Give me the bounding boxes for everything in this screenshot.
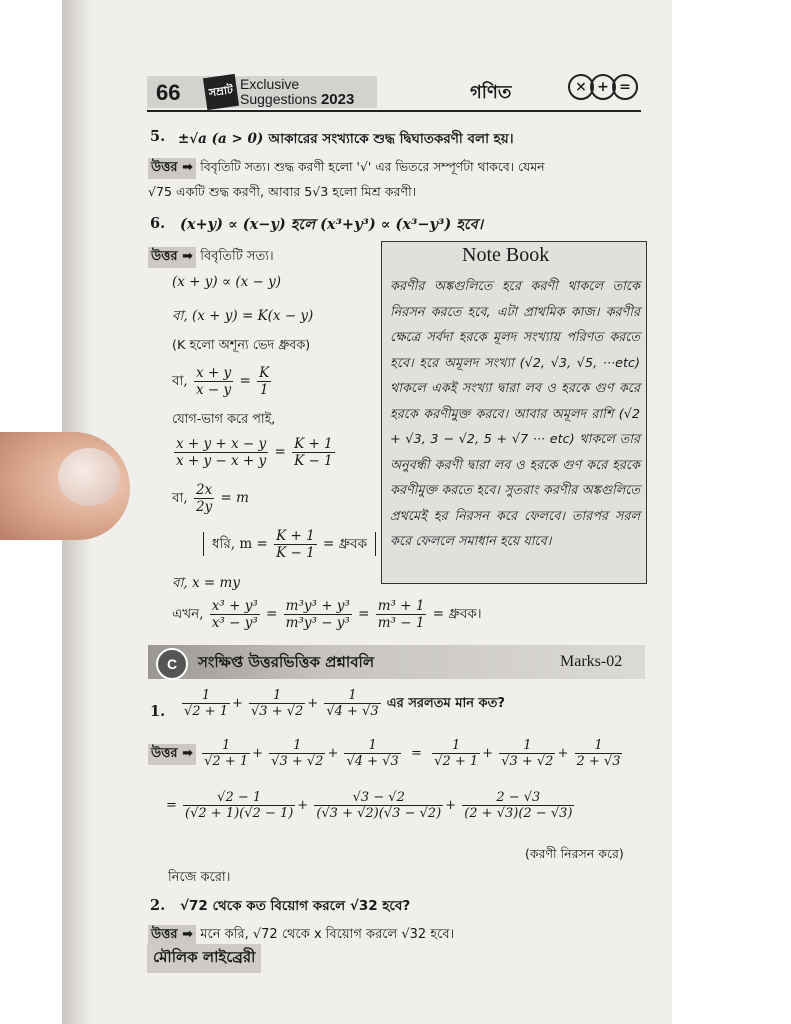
q6-answer-intro bbox=[148, 247, 274, 268]
q5-math: ±√a (a > 0) bbox=[178, 131, 264, 147]
section-title: সংক্ষিপ্ত উত্তরভিত্তিক প্রশ্নাবলি bbox=[198, 653, 375, 671]
s1-l2-frac-c bbox=[462, 790, 574, 821]
frac-den: K − 1 bbox=[294, 453, 333, 469]
frac-num: 1 bbox=[324, 688, 380, 704]
page-number: 66 bbox=[156, 80, 181, 105]
frac-num: m³y³ + y³ bbox=[285, 598, 350, 614]
s1-number: 1. bbox=[150, 703, 166, 720]
header-rule bbox=[147, 110, 641, 112]
frac-den: √2 + 1 bbox=[184, 704, 228, 719]
q6-final-prefix: এখন, bbox=[172, 606, 204, 622]
frac-den: 1 bbox=[259, 382, 269, 398]
note-book-body: করণীর অঙ্কগুলিতে হরে করণী থাকলে তাকে নিরসন করতে হবে, এটা প্রাথমিক কাজ। করণীর ক্ষেত্রে সর্বদা হরকে মূলদ সংখ্যায় পরিণত করতে হবে। হরে অমূলদ সংখ্যা (√2, √3, √5, ···etc) থাকলে একই সংখ্যা দ্বারা লব ও হরকে গুণ করে হরকে করণীমুক্ত করবে। আবার অমূলদ রাশি (√2 + √3, 3 − √2, 5 + √7 ··· etc) থাকলে তার অনুবন্ধী করণী দ্বারা লব ও হরকে গুণ করে হরকে করণীমুক্ত করতে হবে। সুতরাং করণীর অঙ্কগুলিতে প্রথমেই হর নিরসন করে ফেলবে। তারপর সরল করে ফেললে সমাধান হয়ে যাবে। bbox=[390, 279, 640, 549]
frac-den: (√3 + √2)(√3 − √2) bbox=[316, 806, 442, 821]
q5-answer-line2: √75 একটি শুদ্ধ করণী, আবার 5√3 হলো মিশ্র করণী। bbox=[148, 184, 417, 199]
q6-final-frac-3 bbox=[376, 598, 427, 631]
q6-answer-text: বিবৃতিটি সত্য। bbox=[200, 249, 274, 264]
s1-l2-frac-b bbox=[314, 790, 443, 821]
brand-line-2 bbox=[240, 92, 354, 107]
s1-a-frac-a bbox=[202, 738, 250, 769]
frac-den: √2 + 1 bbox=[434, 754, 479, 769]
q6-step4: বা, $\frac{x + y}{x - y}$ = $\frac{K}{1}$ bbox=[172, 365, 270, 398]
note-book-title: Note Book bbox=[462, 244, 550, 266]
s1-note: (করণী নিরসন করে) bbox=[525, 846, 624, 861]
s1-q-frac-c bbox=[324, 688, 380, 719]
thumb-nail bbox=[58, 448, 120, 506]
frac-num: K + 1 bbox=[276, 528, 315, 544]
brand-suggestions: Suggestions bbox=[240, 91, 318, 107]
s1-answer-line2: = $\frac{√2 - 1}{(√2 + 1)(√2 - 1)}$ + $\frac{√3 - √2}{(√3 + √2)(√3 - √2)}$ + $\frac{2 - √3}{(2 + √3)(2 - √3)}$ bbox=[166, 790, 573, 821]
frac-den: x + y − x + y bbox=[176, 453, 267, 469]
frac-num: 1 bbox=[202, 738, 250, 754]
q6-step6: $\frac{x + y + x - y}{x + y - x + y}$ = $\frac{K + 1}{K - 1}$ bbox=[176, 436, 333, 469]
q6-step5: যোগ-ভাগ করে পাই, bbox=[172, 412, 276, 427]
frac-den: √4 + √3 bbox=[346, 754, 399, 769]
s1-a-frac-c bbox=[344, 738, 400, 769]
q6-step7-frac bbox=[194, 482, 214, 515]
brand-logo: সম্রাট bbox=[203, 74, 239, 110]
s1-a-frac-b bbox=[269, 738, 325, 769]
s1-self: নিজে করো। bbox=[168, 870, 231, 885]
frac-den: m³ − 1 bbox=[377, 615, 425, 631]
q6-step9: বা, x = my bbox=[172, 575, 240, 591]
frac-num: 1 bbox=[249, 688, 305, 704]
brand-year: 2023 bbox=[320, 91, 355, 108]
q6-step3: (K হলো অশূন্য ভেদ ধ্রুবক) bbox=[172, 338, 311, 353]
s2-question: √72 থেকে কত বিয়োগ করলে √32 হবে? bbox=[180, 898, 411, 914]
frac-den: (√2 + 1)(√2 − 1) bbox=[185, 806, 294, 821]
frac-den: √3 + √2 bbox=[251, 704, 304, 719]
s1-question: $\frac{1}{√2 + 1}$ + $\frac{1}{√3 + √2}$ + $\frac{1}{√4 + √3}$ এর সরলতম মান কত? bbox=[184, 688, 505, 719]
plus-icon: + bbox=[590, 74, 616, 100]
s1-question-text: এর সরলতম মান কত? bbox=[386, 696, 505, 711]
frac-den: x³ − y³ bbox=[211, 615, 258, 631]
frac-den: √2 + 1 bbox=[204, 754, 249, 769]
q5-number: 5. bbox=[150, 128, 166, 145]
s1-a2-frac-c bbox=[575, 738, 623, 769]
s1-a2-frac-a bbox=[432, 738, 480, 769]
subject-title: গণিত bbox=[470, 82, 512, 103]
times-icon: × bbox=[568, 74, 594, 100]
frac-den: K − 1 bbox=[276, 545, 315, 561]
frac-num: √3 − √2 bbox=[314, 790, 443, 806]
q6-answer-tag: উত্তর ➡ bbox=[148, 247, 196, 268]
q6-final-frac-1 bbox=[210, 598, 260, 631]
frac-den: 2y bbox=[196, 499, 213, 515]
frac-den: √4 + √3 bbox=[326, 704, 379, 719]
q6-step1: (x + y) ∝ (x − y) bbox=[172, 274, 282, 290]
frac-num: K bbox=[259, 365, 270, 381]
equals-icon: = bbox=[612, 74, 638, 100]
q5-statement bbox=[178, 128, 514, 151]
q5-text: আকারের সংখ্যাকে শুদ্ধ দ্বিঘাতকরণী বলা হয়। bbox=[268, 131, 514, 147]
q6-step8-prefix: ধরি, m = bbox=[212, 536, 268, 552]
frac-num: 1 bbox=[432, 738, 480, 754]
note-book-box bbox=[381, 241, 647, 584]
q6-step4-rhs bbox=[257, 365, 271, 398]
s1-q-frac-b bbox=[249, 688, 305, 719]
s2-answer-text: মনে করি, √72 থেকে x বিয়োগ করলে √32 হবে। bbox=[200, 927, 455, 942]
brand-line-1: Exclusive bbox=[240, 76, 300, 92]
frac-den: √3 + √2 bbox=[501, 754, 554, 769]
q6-step2: বা, (x + y) = K(x − y) bbox=[172, 308, 314, 324]
q6-final-frac-2 bbox=[284, 598, 352, 631]
s2-number: 2. bbox=[150, 897, 166, 914]
q6-step6-lhs bbox=[174, 436, 268, 469]
s1-answer-tag: উত্তর ➡ bbox=[148, 744, 196, 765]
frac-den: x − y bbox=[196, 382, 232, 398]
q6-step4-prefix: বা, bbox=[172, 373, 188, 389]
q6-statement: (x+y) ∝ (x−y) হলে (x³+y³) ∝ (x³−y³) হবে। bbox=[180, 216, 483, 233]
q6-step8-frac bbox=[274, 528, 317, 561]
frac-num: 1 bbox=[269, 738, 325, 754]
frac-den: m³y³ − y³ bbox=[285, 615, 350, 631]
s1-l2-frac-a bbox=[183, 790, 295, 821]
q5-answer bbox=[148, 158, 544, 179]
section-icon: C bbox=[156, 648, 188, 680]
s2-answer-tag: উত্তর ➡ bbox=[148, 925, 196, 946]
q5-answer-line1: বিবৃতিটি সত্য। শুদ্ধ করণী হলো '√' এর ভিতরে সম্পূর্ণটা থাকবে। যেমন bbox=[200, 159, 545, 174]
q6-step4-lhs bbox=[194, 365, 233, 398]
frac-den: (2 + √3)(2 − √3) bbox=[464, 806, 573, 821]
q6-step8-bracket bbox=[203, 528, 376, 561]
q6-step7-rhs: = m bbox=[220, 490, 249, 506]
frac-num: x + y bbox=[196, 365, 232, 381]
q6-final: এখন, $\frac{\text{x³ + y³}}{\text{x³ − y³}}$ = $\frac{\text{m³y³ + y³}}{\text{m³y³ − y³}}$ = $\frac{\text{m³ + 1}}{\text{m³ − 1}}$ = ধ্রুবক। bbox=[172, 598, 482, 631]
frac-num: x³ + y³ bbox=[211, 598, 258, 614]
q6-step7 bbox=[172, 482, 249, 515]
frac-num: √2 − 1 bbox=[183, 790, 295, 806]
math-symbols-icon bbox=[568, 74, 640, 104]
q6-step8-suffix: = ধ্রুবক bbox=[323, 536, 368, 552]
frac-num: 1 bbox=[344, 738, 400, 754]
frac-num: x + y + x − y bbox=[176, 436, 267, 452]
brand-title bbox=[240, 77, 354, 107]
frac-num: 2 − √3 bbox=[462, 790, 574, 806]
frac-den: √3 + √2 bbox=[271, 754, 324, 769]
frac-num: 1 bbox=[499, 738, 555, 754]
frac-den: 2 + √3 bbox=[576, 754, 621, 769]
s1-answer-line1: উত্তর ➡ $\frac{1}{√2 + 1}$ + $\frac{1}{√3 + √2}$ + $\frac{1}{√4 + √3}$ = $\frac{1}{√2 + 1}$ + $\frac{1}{√3 + √2}$ + $\frac{1}{2 + √3}$ bbox=[148, 738, 624, 769]
q6-step7-prefix: বা, bbox=[172, 490, 188, 506]
frac-num: K + 1 bbox=[294, 436, 333, 452]
s2-answer bbox=[148, 925, 454, 946]
frac-num: 1 bbox=[182, 688, 230, 704]
s1-q-frac-a bbox=[182, 688, 230, 719]
frac-num: m³ + 1 bbox=[377, 598, 425, 614]
s1-a2-frac-b bbox=[499, 738, 555, 769]
section-marks: Marks-02 bbox=[560, 653, 623, 670]
q6-final-suffix: = ধ্রুবক। bbox=[432, 606, 482, 622]
q6-number: 6. bbox=[150, 215, 166, 232]
q6-step6-rhs bbox=[292, 436, 335, 469]
frac-num: 1 bbox=[575, 738, 623, 754]
q5-answer-tag: উত্তর ➡ bbox=[148, 158, 196, 179]
footer-library-tag: মৌলিক লাইব্রেরী bbox=[147, 944, 261, 973]
frac-num: 2x bbox=[194, 482, 214, 499]
q6-step8 bbox=[203, 528, 376, 561]
